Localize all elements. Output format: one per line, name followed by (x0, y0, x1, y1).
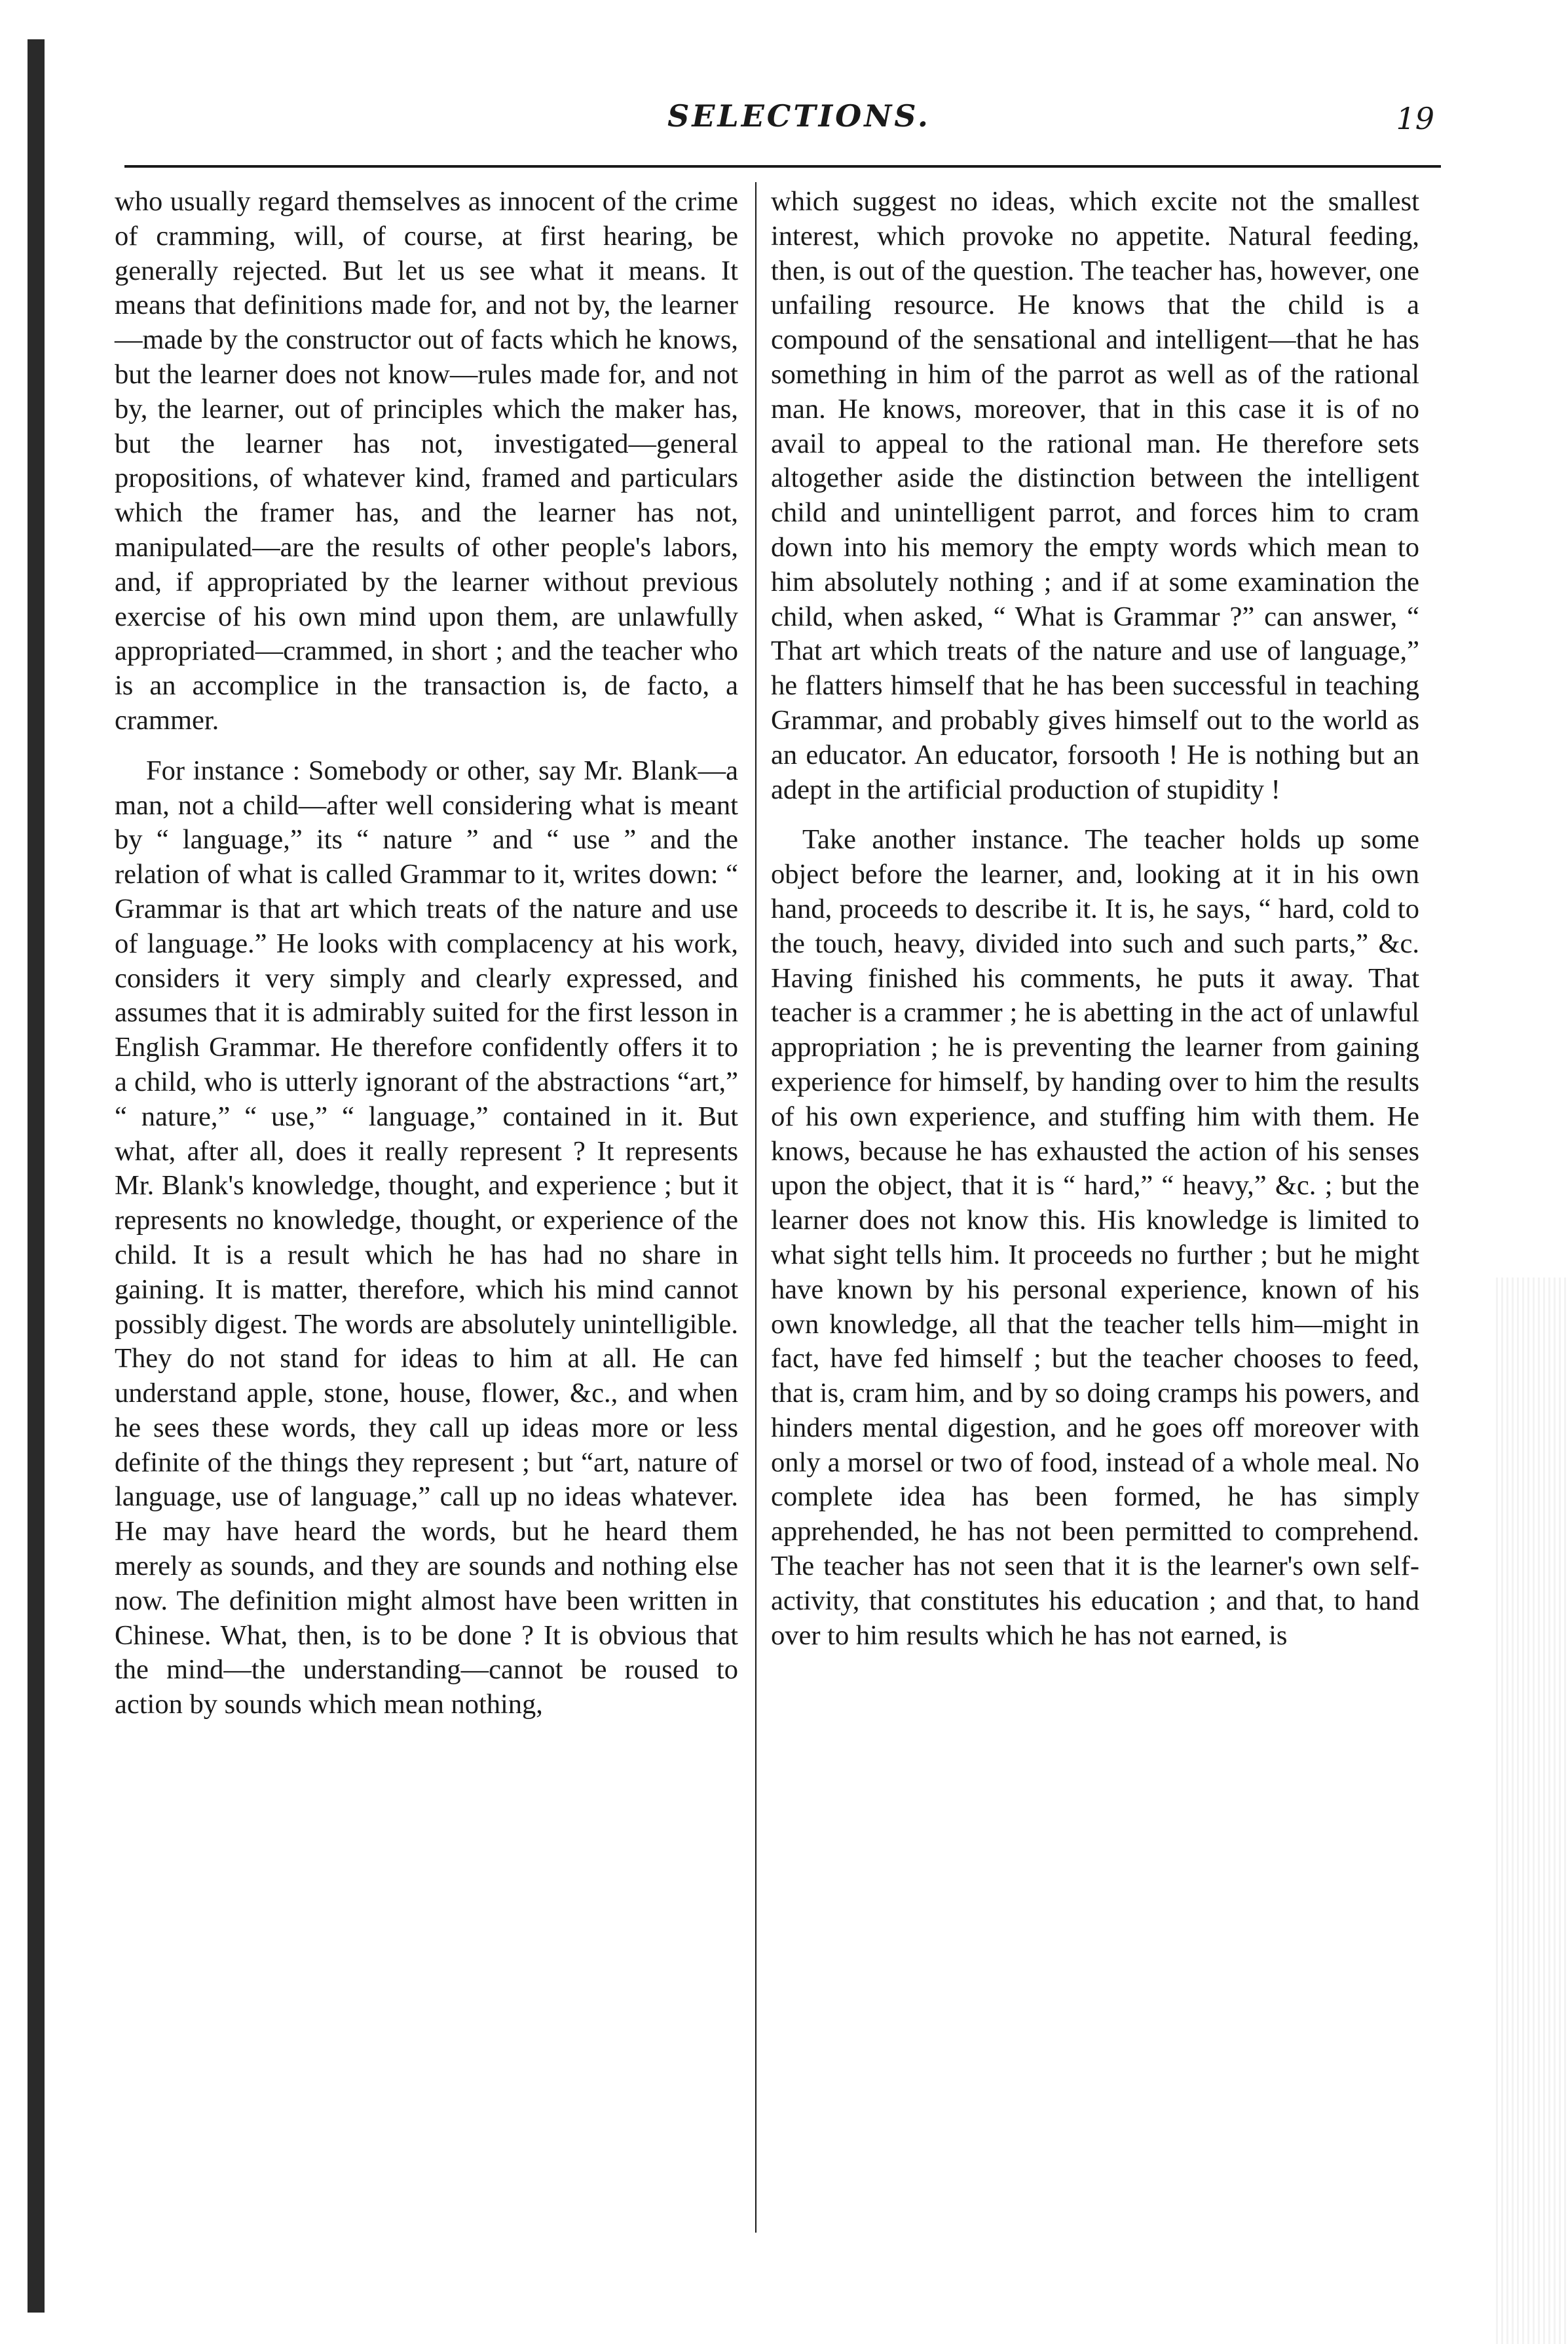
header-rule (124, 165, 1441, 168)
left-paragraph-2: For instance : Somebody or other, say Mr. Blank—a man, not a child—after well considering what is meant by “ language,” its “ nature ” and “ use ” and the relation of what is called Grammar to it, writes down: “ Grammar is that art which treats of the nature and use of language.” He looks with complacency at his work, considers it very simply and clearly expressed, and assumes that it is admirably suited for the first lesson in English Grammar. He therefore confidently offers it to a child, who is utterly ignorant of the abstractions “art,” “ nature,” “ use,” “ language,” contained in it. But what, after all, does it really represent ? It represents Mr. Blank's knowledge, thought, and experience ; but it represents no knowledge, thought, or experience of the child. It is a result which he has had no share in gaining. It is matter, therefore, which his mind cannot possibly digest. The words are absolutely unintelligible. They do not stand for ideas to him at all. He can understand apple, stone, house, flower, &c., and when he sees these words, they call up ideas more or less definite of the things they represent ; but “art, nature of language, use of language,” call up no ideas whatever. He may have heard the words, but he heard them merely as sounds, and they are sounds and nothing else now. The definition might almost have been written in Chinese. What, then, is to be done ? It is obvious that the mind—the understanding—cannot be roused to action by sounds which mean nothing, (115, 755, 738, 1720)
running-head (131, 98, 1447, 151)
right-paragraph-1: which suggest no ideas, which excite not the smallest interest, which provoke no appetite. Natural feeding, then, is out of the question. The teacher has, however, one unfailing resource. He knows that the child is a compound of the sensational and intelligent—that he has something in him of the parrot as well as of the rational man. He knows, moreover, that in this case it is of no avail to appeal to the rational man. He therefore sets altogether aside the distinction between the intelligent child and unintelligent parrot, and forces him to cram down into his memory the empty words which mean to him absolutely nothing ; and if at some examination the child, when asked, “ What is Grammar ?” can answer, “ That art which treats of the nature and use of language,” he flatters himself that he has been successful in teaching Grammar, and probably gives himself out to the world as an educator. An educator, forsooth ! He is nothing but an adept in the artificial production of stupidity ! (771, 186, 1419, 805)
page-number: 19 (1396, 101, 1434, 136)
page-binding-edge (28, 39, 45, 2313)
running-title: SELECTIONS. (667, 98, 931, 134)
right-column (771, 185, 1419, 1653)
column-divider (755, 182, 756, 2233)
right-paragraph-2: Take another instance. The teacher holds up some object before the learner, and, looking at it in his own hand, proceeds to describe it. It is, he says, “ hard, cold to the touch, heavy, divided into such and such parts,” &c. Having finished his comments, he puts it away. That teacher is a crammer ; he is abetting in the act of unlawful appropriation ; he is preventing the learner from gaining experience for himself, by handing over to him the results of his own experience, and stuffing him with them. He knows, because he has exhausted the action of his senses upon the object, that it is “ hard,” “ heavy,” &c. ; but the learner does not know this. His knowledge is limited to what sight tells him. It proceeds no further ; but he might have known by his personal experience, known of his own knowledge, all that the teacher tells him—might in fact, have fed himself ; but the teacher chooses to feed, that is, cram him, and by so doing cramps his powers, and hinders mental digestion, and he goes off moreover with only a morsel or two of food, instead of a whole meal. No complete idea has been formed, he has simply apprehended, he has not been permitted to comprehend. The teacher has not seen that it is the learner's own self-activity, that constitutes his education ; and that, to hand over to him results which he has not earned, is (771, 824, 1419, 1651)
left-column (115, 185, 738, 1722)
left-paragraph-1: who usually regard themselves as innocent of the crime of cramming, will, of course, at first hearing, be generally rejected. But let us see what it means. It means that definitions made for, and not by, the learner—made by the constructor out of facts which he knows, but the learner does not know—rules made for, and not by, the learner, out of principles which the maker has, but the learner has not, investigated—general propositions, of whatever kind, framed and particulars which the framer has, and the learner has not, manipulated—are the results of other people's labors, and, if appropriated by the learner without previous exercise of his own mind upon them, are unlawfully appropriated—crammed, in short ; and the teacher who is an accomplice in the transaction is, de facto, a crammer. (115, 186, 738, 736)
page-edge-shadow (1496, 1277, 1568, 2344)
